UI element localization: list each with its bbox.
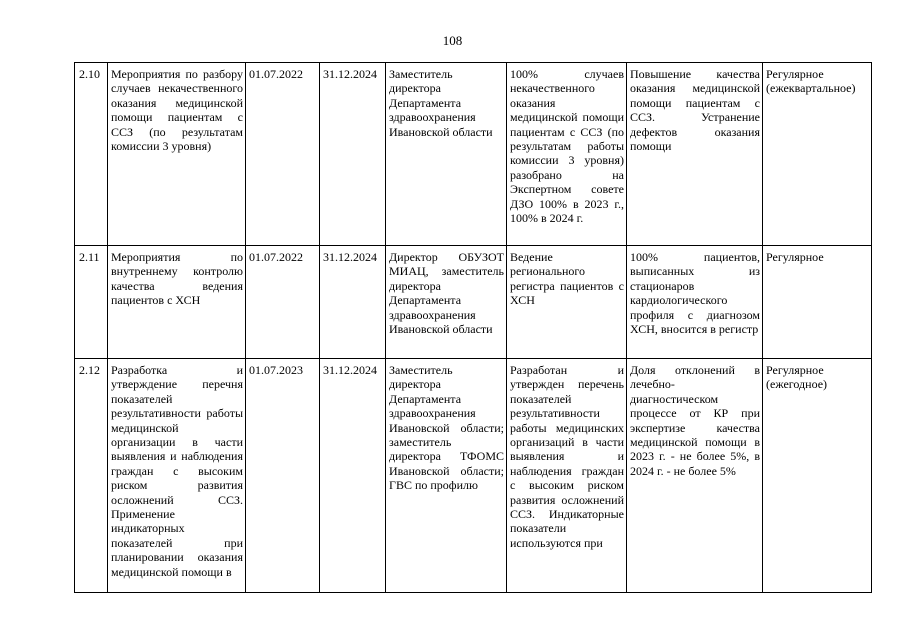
event-cell [108, 359, 246, 593]
event-text: Разработка и утверждение перечня показателей результативности работы медицинской организации в части выявления и наблюдения граждан с высоким риском развития осложнений ССЗ. Применение индикаторных показателей при планировании оказания медицинской помощи в [111, 363, 243, 579]
result-cell: 100% случаев некачественного оказания медицинской помощи пациентам с ССЗ (по результатам работы комиссии 3 уровня) разобрано на Экспертном совете ДЗО 100% в 2023 г., 100% в 2024 г. [507, 63, 627, 246]
action-plan-table [74, 62, 872, 593]
result-cell [507, 359, 627, 593]
table-row [75, 246, 872, 359]
row-number: 2.10 [75, 63, 108, 246]
row-number: 2.12 [75, 359, 108, 593]
responsible-cell: Директор ОБУЗОТ МИАЦ, заместитель директора Департамента здравоохранения Ивановской области [386, 246, 507, 359]
frequency-cell: Регулярное (ежеквартальное) [763, 63, 872, 246]
indicator-cell: 100% пациентов, выписанных из стационаров кардиологического профиля с диагнозом ХСН, вносится в регистр [627, 246, 763, 359]
responsible-cell: Заместитель директора Департамента здравоохранения Ивановской области [386, 63, 507, 246]
indicator-cell: Повышение качества оказания медицинской помощи пациентам с ССЗ. Устранение дефектов оказания помощи [627, 63, 763, 246]
start-date-cell: 01.07.2023 [246, 359, 320, 593]
row-number: 2.11 [75, 246, 108, 359]
table-row [75, 359, 872, 593]
result-cell: Ведение регионального регистра пациентов с ХСН [507, 246, 627, 359]
responsible-cell: Заместитель директора Департамента здравоохранения Ивановской области; заместитель директора ТФОМС Ивановской области; ГВС по профилю [386, 359, 507, 593]
event-cell: Мероприятия по внутреннему контролю качества ведения пациентов с ХСН [108, 246, 246, 359]
end-date-cell: 31.12.2024 [320, 246, 386, 359]
frequency-cell: Регулярное (ежегодное) [763, 359, 872, 593]
start-date-cell: 01.07.2022 [246, 63, 320, 246]
event-cell: Мероприятия по разбору случаев некачественного оказания медицинской помощи пациентам с ССЗ (по результатам комиссии 3 уровня) [108, 63, 246, 246]
frequency-cell: Регулярное [763, 246, 872, 359]
result-text: Разработан и утвержден перечень показателей результативности работы медицинских организаций в части выявления и наблюдения граждан с высоким риском развития осложнений ССЗ. Индикаторные показатели используются при [510, 363, 624, 550]
start-date-cell: 01.07.2022 [246, 246, 320, 359]
page-number: 108 [442, 33, 463, 48]
table-row [75, 63, 872, 246]
end-date-cell: 31.12.2024 [320, 359, 386, 593]
indicator-cell: Доля отклонений в лечебно-диагностическом процессе от КР при экспертизе качества медицинской помощи в 2023 г. - не более 5%, в 2024 г. - не более 5% [627, 359, 763, 593]
end-date-cell: 31.12.2024 [320, 63, 386, 246]
